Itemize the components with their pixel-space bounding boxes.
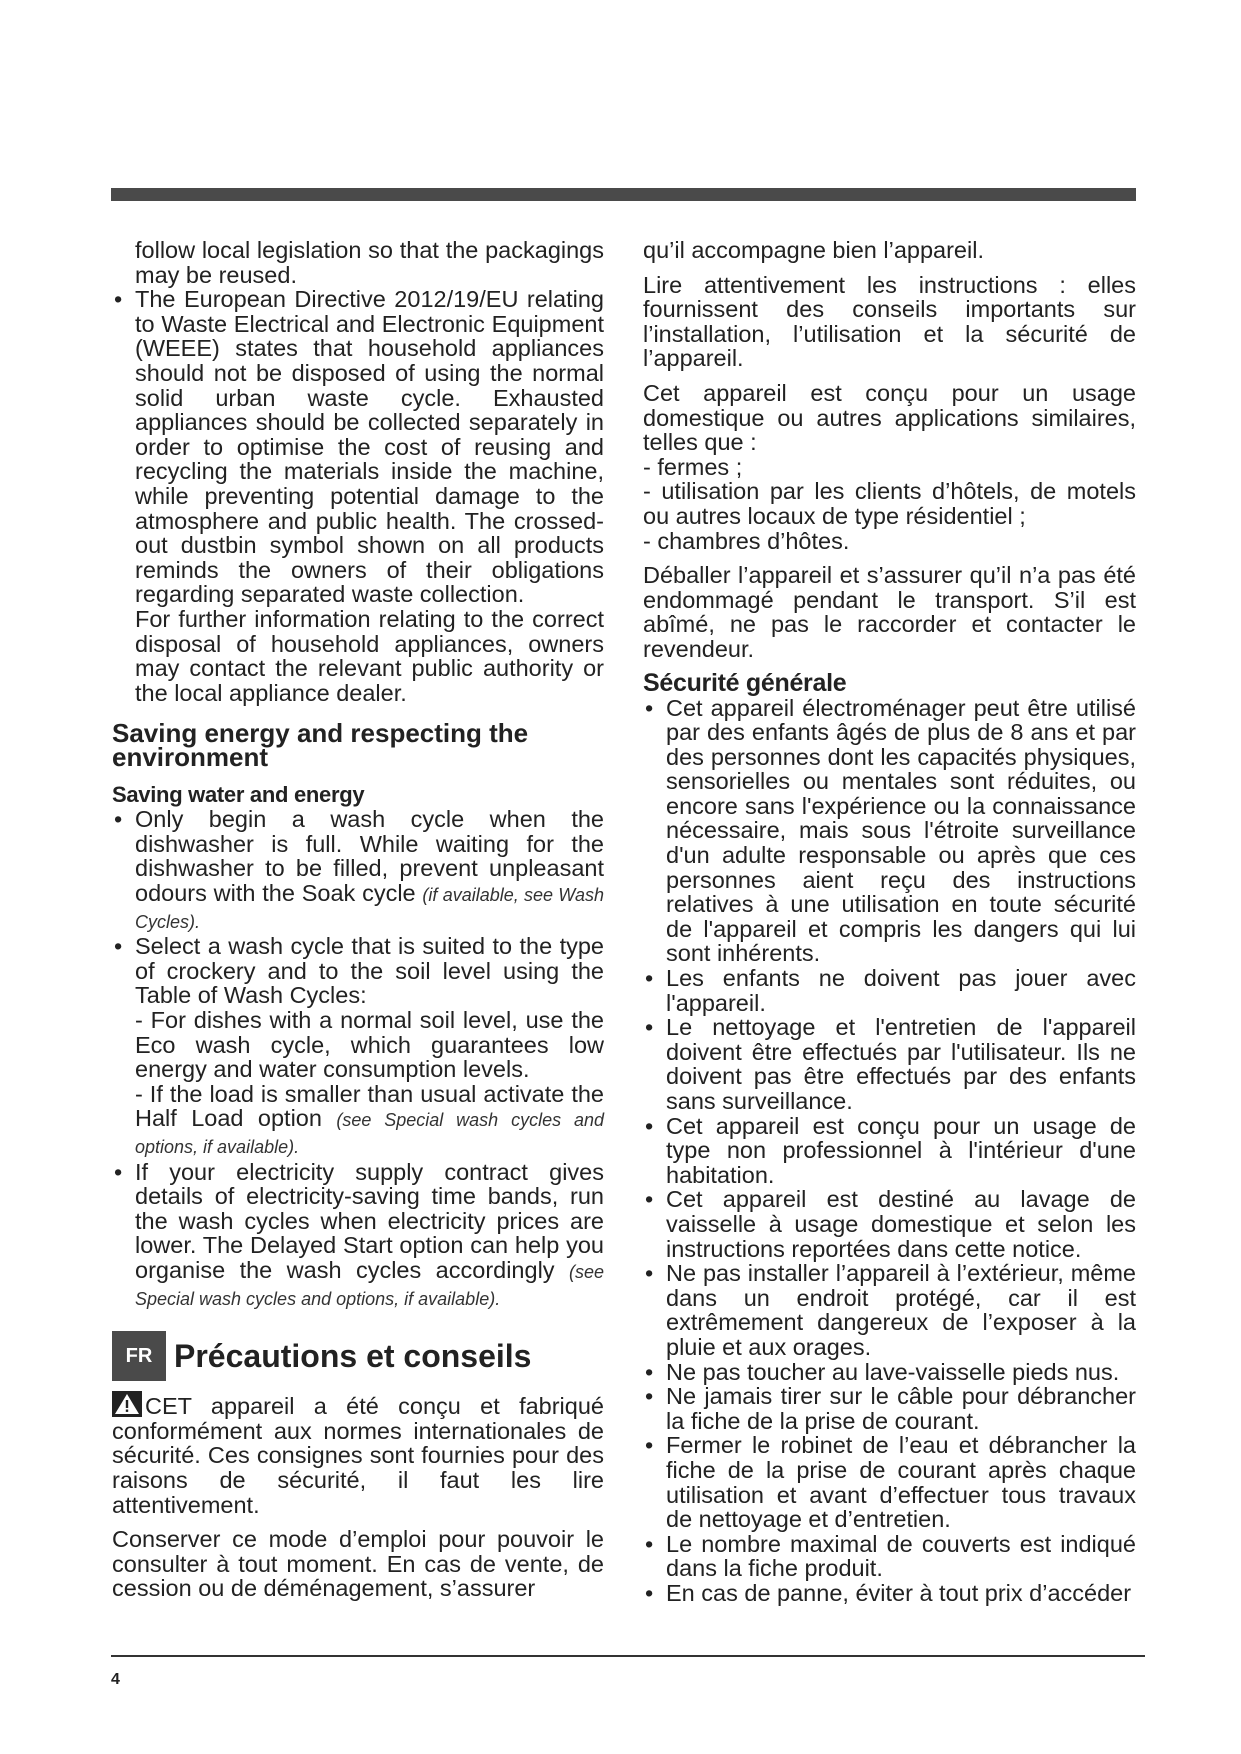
bullet-note: (see Special wash cycles and options, if available). (135, 1261, 604, 1309)
weee-bullet: • The European Directive 2012/19/EU relating to Waste Electrical and Electronic Equipment (WEEE) states that household appliances should not be disposed of using the normal solid urban waste cycle. Exhausted appliances should be collected separately in order to optimise the cost of reusing and recycling the materials inside the machine, while preventing potential damage to the atmosphere and public health. The crossed-out dustbin symbol shown on all products reminds the owners of their obligations regarding separated waste collection. (112, 287, 604, 607)
safety-bullet: • Ne pas installer l’appareil à l’extérieur, même dans un endroit protégé, car il est extrêmement dangereux de l’exposer à la pluie et aux orages. (643, 1261, 1136, 1359)
paragraph-intended-use: Cet appareil est conçu pour un usage domestique ou autres applications similaires, telles que : (643, 379, 1136, 456)
paragraph-read-instructions: Lire attentivement les instructions : elles fournissent des conseils importants sur l’installation, l’utilisation et la sécurité de l’appareil. (643, 271, 1136, 372)
weee-further-info: For further information relating to the correct disposal of household appliances, owners may contact the relevant public authority or the local appliance dealer. (135, 605, 604, 706)
sub-item-note: (see Special wash cycles and options, if available). (135, 1110, 604, 1157)
fr-paragraph-text: CET appareil a été conçu et fabriqué conformément aux normes internationales de sécurité. Ces consignes sont fournies pour des raisons de sécurité, il faut les lire attentivement. (112, 1393, 604, 1518)
right-column (643, 238, 1136, 1605)
paragraph-continuation: qu’il accompagne bien l’appareil. (643, 237, 984, 263)
safety-bullet: • Ne jamais tirer sur le câble pour débrancher la fiche de la prise de courant. (643, 1384, 1136, 1433)
footer-rule (111, 1655, 1145, 1657)
use-list-item: - fermes ; (643, 453, 743, 480)
bullet-note: (if available, see Wash Cycles). (135, 885, 604, 932)
fr-paragraph-keep-manual: Conserver ce mode d’emploi pour pouvoir le consulter à tout moment. En cas de vente, de cession ou de déménagement, s’assurer (112, 1526, 604, 1602)
section-heading-saving-energy: Saving energy and respecting the environment (112, 718, 529, 773)
paragraph-unpacking: Déballer l’appareil et s’assurer qu’il n’a pas été endommagé pendant le transport. S’il est abîmé, ne pas le raccorder et contacter le revendeur. (643, 562, 1136, 662)
use-list-item: - chambres d’hôtes. (643, 527, 850, 554)
saving-bullet-full-load (112, 807, 604, 934)
warning-triangle-icon (112, 1391, 142, 1417)
safety-bullet: • Le nettoyage et l'entretien de l'appareil doivent être effectués par l'utilisateur. Ils ne doivent pas être effectués par des enfants sans surveillance. (643, 1015, 1136, 1113)
section-heading-securite: Sécurité générale (643, 668, 847, 697)
paragraph-packaging: follow local legislation so that the packagings may be reused. (135, 237, 604, 288)
safety-bullet: • Ne pas toucher au lave-vaisselle pieds nus. (643, 1360, 1136, 1385)
language-badge: FR (112, 1331, 166, 1381)
sub-item-text: - If the load is smaller than usual activate the Half Load option (135, 1080, 604, 1132)
bullet-text: If your electricity supply contract gives details of electricity-saving time bands, run the wash cycles when electricity prices are lower. The Delayed Start option can help you organise the wash cycles accordingly (135, 1158, 604, 1283)
header-bar (111, 188, 1136, 201)
safety-bullet: • Cet appareil est destiné au lavage de vaisselle à usage domestique et selon les instructions reportées dans cette notice. (643, 1187, 1136, 1261)
fr-section-title: Précautions et conseils (174, 1337, 532, 1374)
safety-bullet: • Fermer le robinet de l’eau et débrancher la fiche de la prise de courant après chaque utilisation et avant d’effectuer tous travaux de nettoyage et d’entretien. (643, 1433, 1136, 1531)
bullet-text: Only begin a wash cycle when the dishwasher is full. While waiting for the dishwasher to be filled, prevent unpleasant odours with the Soak cycle (135, 806, 604, 907)
fr-paragraph-intro (112, 1391, 604, 1517)
sub-heading-water-energy: Saving water and energy (112, 782, 365, 808)
safety-bullet: • Cet appareil est conçu pour un usage de type non professionnel à l'intérieur d'une habitation. (643, 1114, 1136, 1188)
page-number: 4 (111, 1671, 120, 1688)
saving-bullet-electricity (112, 1160, 604, 1312)
safety-bullet: • Cet appareil électroménager peut être utilisé par des enfants âgés de plus de 8 ans et par des personnes dont les capacités physiques, sensorielles ou mentales sont réduites, ou encore sans l'expérience ou la connaissance nécessaire, mais sous l'étroite surveillance d'un adulte responsable ou après que ces personnes aient reçu des instructions relatives à une utilisation en toute sécurité de l'appareil et compris les dangers qui lui sont inhérents. (643, 696, 1136, 967)
left-column (112, 238, 604, 1601)
safety-bullet: • Le nombre maximal de couverts est indiqué dans la fiche produit. (643, 1532, 1136, 1581)
safety-bullet: • Les enfants ne doivent pas jouer avec l'appareil. (643, 966, 1136, 1015)
saving-bullet-wash-cycle: • Select a wash cycle that is suited to the type of crockery and to the soil level using the Table of Wash Cycles: (112, 934, 604, 1008)
sub-item-eco: - For dishes with a normal soil level, use the Eco wash cycle, which guarantees low energy and water consumption levels. (135, 1007, 604, 1083)
use-list-item: - utilisation par les clients d’hôtels, de motels ou autres locaux de type résidentiel ; (643, 478, 1136, 529)
sub-item-half-load (112, 1082, 604, 1160)
safety-bullet: • En cas de panne, éviter à tout prix d’accéder (643, 1581, 1136, 1606)
fr-section-header (112, 1331, 604, 1381)
